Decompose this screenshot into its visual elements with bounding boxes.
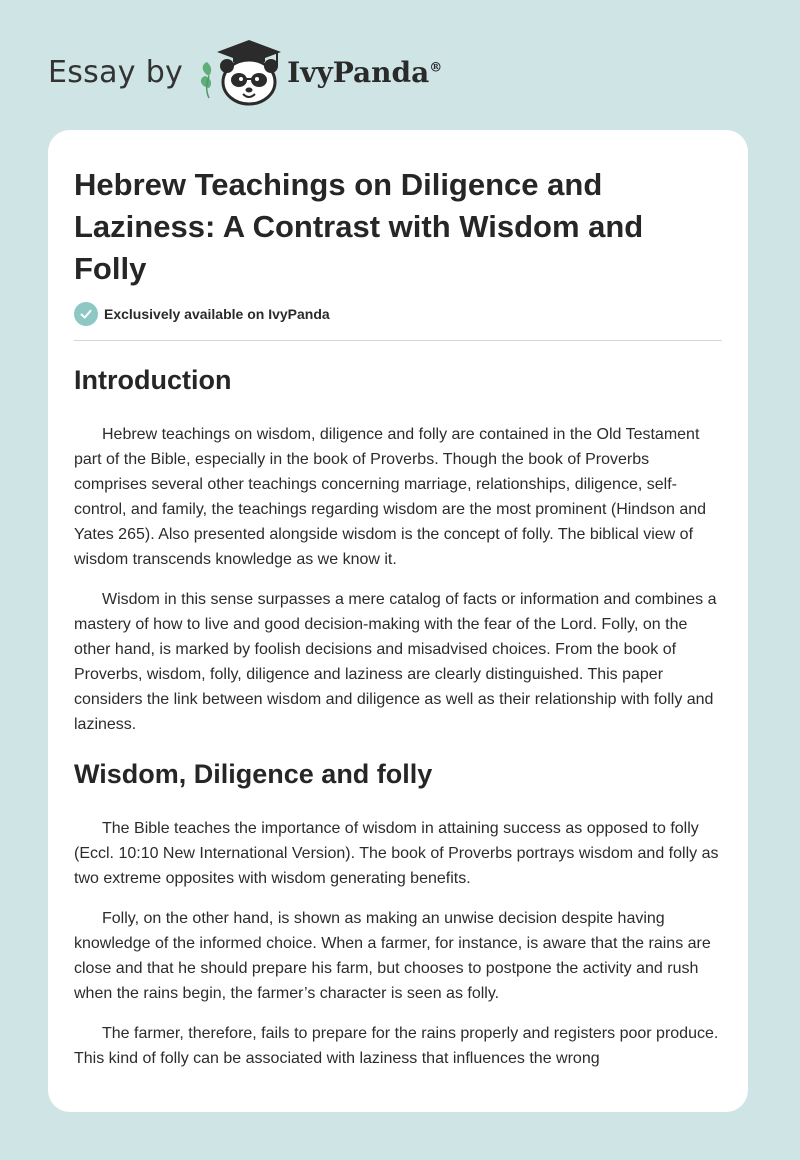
paragraph: The Bible teaches the importance of wisdom in attaining success as opposed to folly (Eccl. 10:10 New International Version). The book of Proverbs portrays wisdom and folly as two extreme opposites with wisdom generating benefits. [74,820,719,887]
brand-name: IvyPanda® [287,55,443,89]
section-heading-introduction: Introduction [74,365,232,395]
check-icon [74,302,98,326]
essay-by-ivypanda-logo[interactable] [48,36,442,108]
divider [74,340,722,341]
panda-mascot-icon [197,36,285,108]
section-heading-wisdom: Wisdom, Diligence and folly [74,759,433,789]
paragraph: The farmer, therefore, fails to prepare for the rains properly and registers poor produce. This kind of folly can be associated with laziness that influences the wrong [74,1025,719,1067]
paragraph: Folly, on the other hand, is shown as making an unwise decision despite having knowledge of the informed choice. When a farmer, for instance, is aware that the rains are close and that he should prepare his farm, but chooses to postpone the activity and rush when the rains begin, the farmer’s character is seen as folly. [74,910,711,1002]
page-title: Hebrew Teachings on Diligence and Laziness: A Contrast with Wisdom and Folly [74,167,644,286]
paragraph: Hebrew teachings on wisdom, diligence and folly are contained in the Old Testament part of the Bible, especially in the book of Proverbs. Though the book of Proverbs comprises several other teachings concerning marriage, relationships, diligence, self-control, and family, the teachings regarding wisdom are the most prominent (Hindson and Yates 265). Also presented alongside wisdom is the concept of folly. The biblical view of wisdom transcends knowledge as we know it. [74,426,707,568]
exclusive-badge [74,302,722,326]
badge-label: Exclusively available on IvyPanda [104,306,330,322]
paragraph: Wisdom in this sense surpasses a mere catalog of facts or information and combines a mastery of how to live and good decision-making with the fear of the Lord. Folly, on the other hand, is marked by foolish decisions and misadvised choices. From the book of Proverbs, wisdom, folly, diligence and laziness are clearly distinguished. This paper considers the link between wisdom and diligence as well as their relationship with folly and laziness. [74,591,717,733]
essay-card [48,130,748,1112]
ivy-leaf-icon [201,62,211,98]
brand-prefix: Essay by [48,54,184,90]
